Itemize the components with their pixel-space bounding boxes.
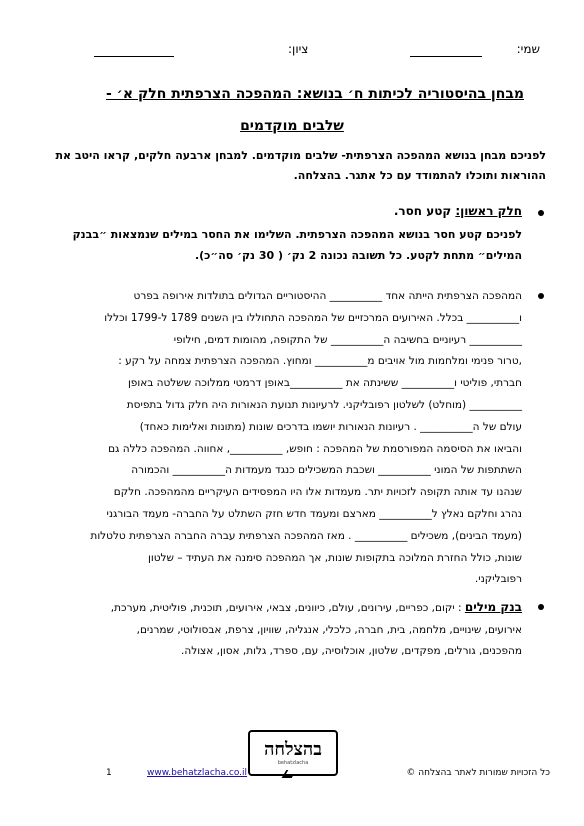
footer [30, 768, 550, 782]
grade-field[interactable] [94, 56, 174, 57]
bullet-icon [538, 210, 544, 216]
page-number: 1 [106, 768, 112, 778]
bullet-icon [538, 604, 544, 610]
passage-line[interactable]: המהפכה הצרפתית הייתה אחד __________ ההיסטוריים הגדולים בתולדות אירופה בפרט [133, 290, 522, 302]
page-subtitle: שלבים מוקדמים [240, 118, 344, 134]
name-field[interactable] [410, 56, 482, 57]
intro-text: לפניכם מבחן בנושא המהפכה הצרפתית- שלבים מוקדמים. למבחן ארבעה חלקים, קראו היטב את ההוראות ותוכלו להתמודד עם כל אתגר. בהצלחה. [55, 149, 546, 182]
passage-line[interactable]: רפובליקני. [474, 573, 522, 586]
passage-line[interactable]: נהרג וחלקם נאלץ ל__________ מארצם ומעמד חדש חזק השתלט על החברה- מעמד הבורגני [106, 507, 522, 520]
word-bank-line: אירועים, שינויים, מלחמה, בית, חברה, כלכלי, אנגליה, שוויון, צרפת, אבסולוטי, שמרנים, [136, 623, 522, 636]
word-bank-title: בנק מילים [464, 600, 522, 614]
word-bank-words: : יקום, כפריים, עירונים, עולם, כיוונים, צבאי, אירועים, תוכנית, פוליטית, מערכת, [110, 602, 462, 614]
passage-line[interactable]: שונות, כולל החזרת המלוכה בתקופות שונות, אך המהפכה סימנה את העתיד – שלטון [148, 551, 522, 564]
word-bank-line: מהפכנים, גורלים, מפקדים, שלטון, אוכלוסיה, עם, ספרד, גלות, אסון, אצולה. [181, 645, 522, 657]
logo-text: בהצלחה [264, 739, 322, 760]
passage-line[interactable]: ו__________ בכלל. האירועים המרכזיים של המהפכה התחוללו בין השנים 1789 ל-1799 וכללו [104, 311, 522, 324]
passage [52, 286, 522, 591]
grade-label: ציון: [288, 42, 309, 56]
passage-line[interactable]: __________ (מוחלט) לשלטון רפובליקני. לרעיונות תנועת הנאורות היה חלק גדול בתפיסת [126, 398, 522, 411]
footer-link[interactable]: www.behatzlacha.co.il [147, 768, 248, 778]
page-title: מבחן בהיסטוריה לכיתות ח׳ בנושא: המהפכה הצרפתית חלק א׳ - [106, 86, 524, 102]
word-bank [52, 597, 522, 663]
logo-subtext: behatzlacha [277, 760, 309, 766]
passage-line[interactable]: חברתי, פוליטי ו__________ ששינתה את __________באופן דרמטי ממלוכה ששלטה באופן [127, 377, 522, 390]
passage-line[interactable]: עולם של ה__________ . רעיונות הנאורות יושמו בדרכים שונות (מתונות ואלימות כאחד) [139, 420, 522, 433]
word-bank-line [52, 597, 522, 620]
section-title-rest: קטע חסר. [393, 204, 456, 218]
passage-line[interactable]: (מעמד הבינים), משכילים __________ . מאז המהפכה הצרפתית עברה החברה הצרפתית טלטלות [90, 529, 522, 542]
footer-copyright: כל הזכויות שמורות לאתר בהצלחה © [406, 768, 550, 778]
passage-line[interactable]: השתתפות של המוני __________ ושכבת המשכילים כנגד מעמדות ה__________ והכמורה [131, 464, 522, 477]
section-title-prefix: חלק ראשון: [455, 204, 522, 218]
section-instructions: לפניכם קטע חסר בנושא המהפכה הצרפתית. השלימו את החסר במילים שנמצאות ״בבנק המילים״ מתחת לקטע. כל תשובה נכונה 2 נק׳ ( 30 נק׳ סה״כ). [72, 228, 522, 262]
section-title [394, 204, 522, 218]
passage-line[interactable]: ,טרור פנימי ומלחמות מול אויבים מ__________ ומחוץ. המהפכה הצרפתית צמחה על רקע : [118, 355, 522, 368]
bullet-icon [538, 293, 544, 299]
passage-line[interactable]: והביאו את הסיסמה המפורסמת של המהפכה : חופש, __________, אחווה. המהפכה כללה גם [108, 442, 522, 455]
name-label: שמי: [516, 42, 540, 56]
passage-line[interactable]: שנהנו עד אותה תקופה לזכויות יתר. מעמדות אלו היו המפסידים העיקריים מהמהפכה. חלקם [113, 486, 522, 499]
header-row [34, 42, 550, 62]
passage-line[interactable]: __________ רעיוניים בחשיבה ה__________ של התקופה, מהומות דמים, חילופי [173, 333, 522, 346]
